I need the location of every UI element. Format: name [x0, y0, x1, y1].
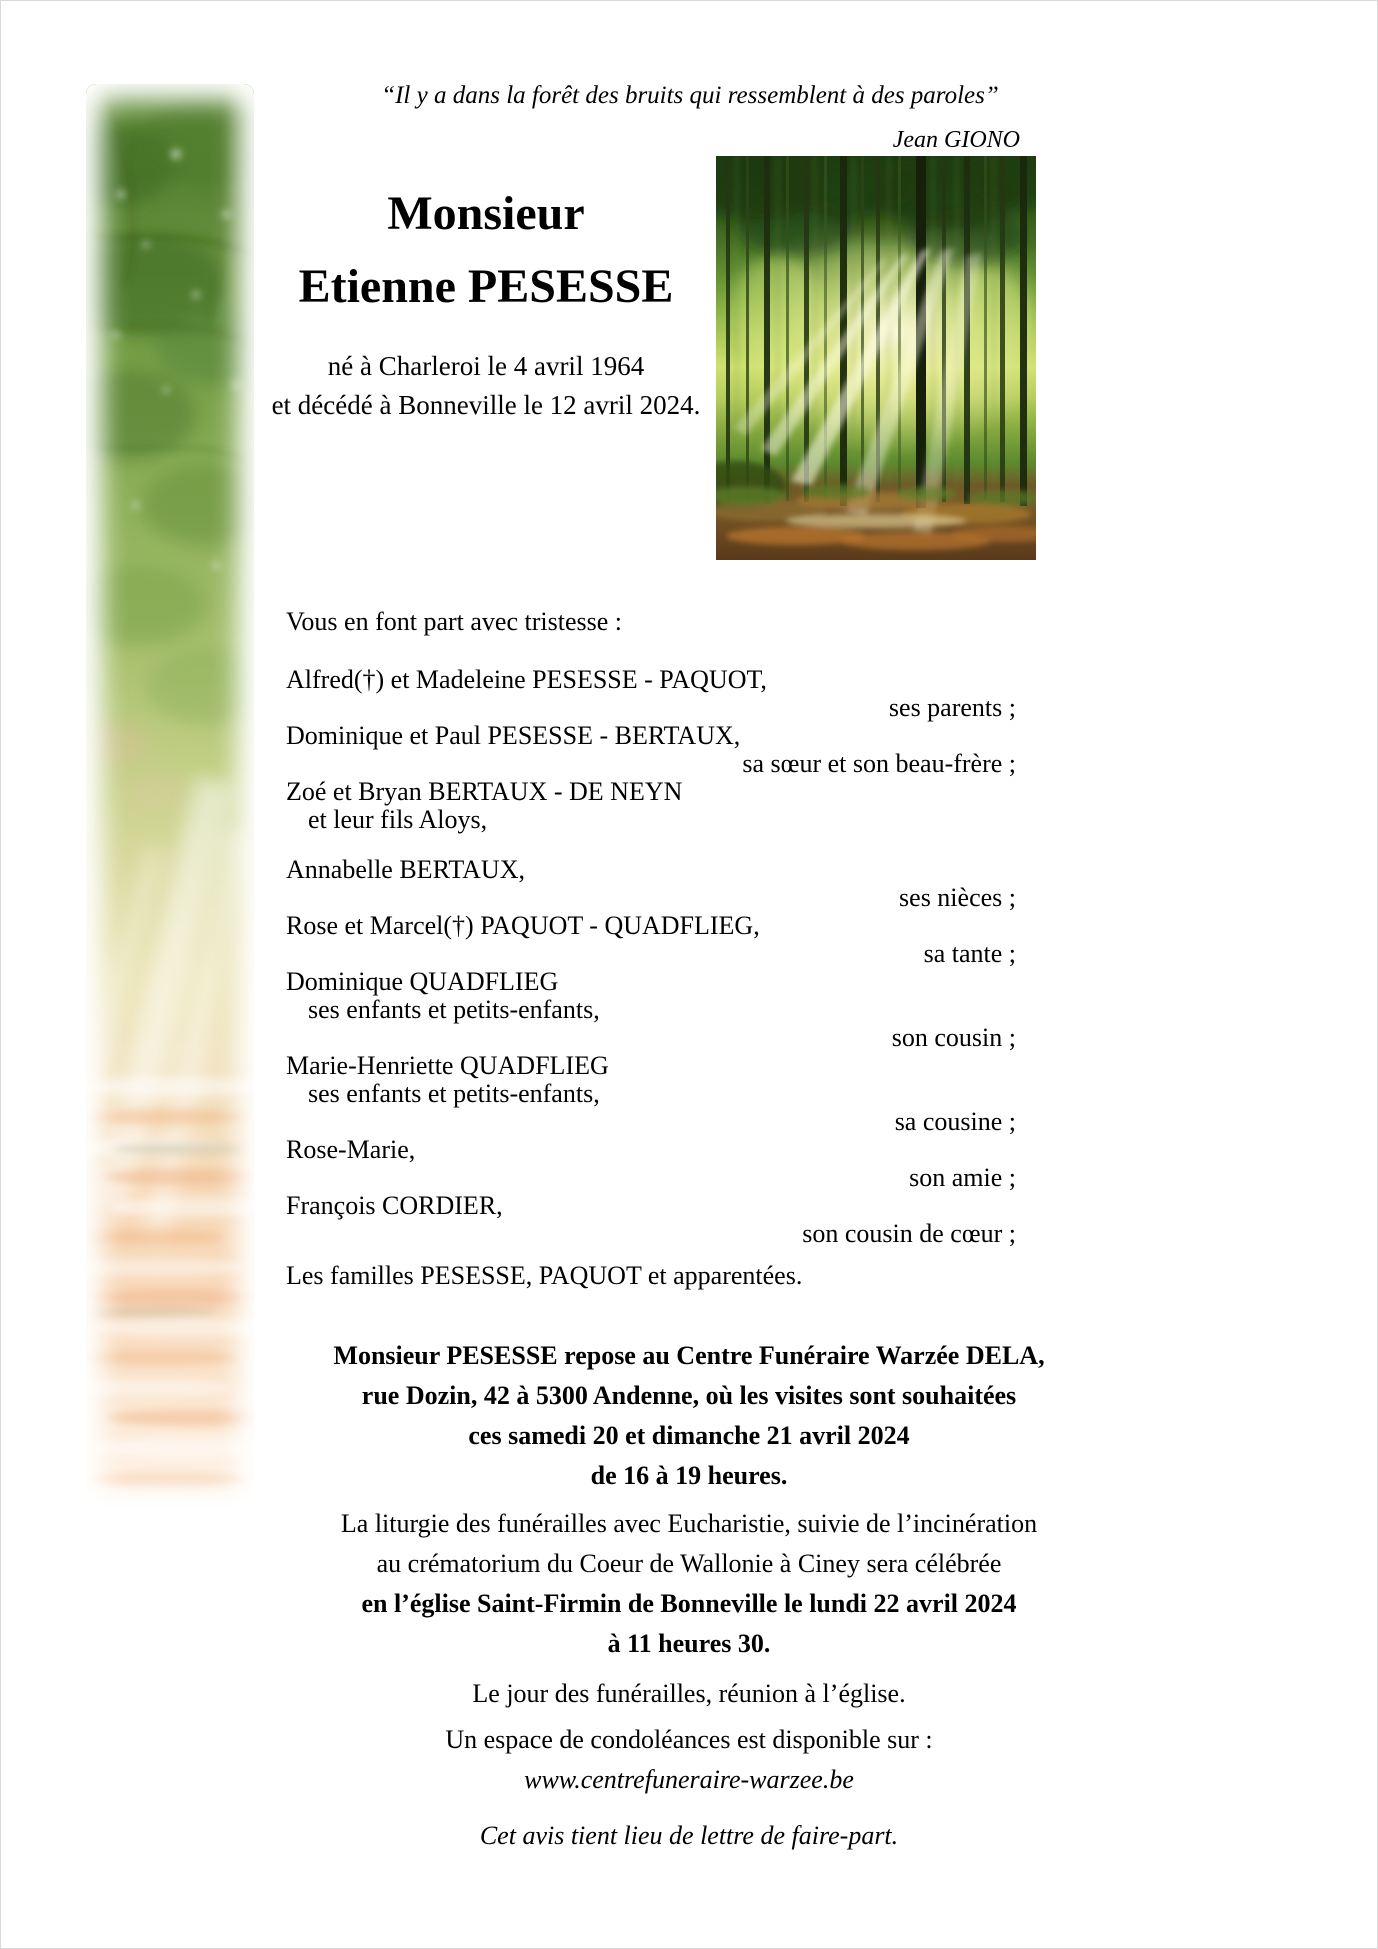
family-member-name: Rose-Marie, — [286, 1135, 416, 1164]
repose-line: Monsieur PESESSE repose au Centre Funéraire Warzée DELA, — [333, 1341, 1045, 1370]
repose-line: rue Dozin, 42 à 5300 Andenne, où les visites sont souhaitées — [361, 1381, 1017, 1410]
family-member-name: Rose et Marcel(†) PAQUOT - QUADFLIEG, — [286, 911, 760, 940]
opening-quote — [360, 80, 1020, 154]
family-closing: Les familles PESESSE, PAQUOT et apparentées. — [286, 1261, 803, 1290]
family-relation: son amie ; — [909, 1163, 1016, 1192]
family-relation: sa sœur et son beau-frère ; — [742, 749, 1016, 778]
footer-notice: Cet avis tient lieu de lettre de faire-part. — [479, 1821, 899, 1850]
family-entry — [286, 912, 1016, 968]
family-member-subline: et leur fils Aloys, — [308, 805, 488, 834]
family-member-name: Annabelle BERTAUX, — [286, 855, 525, 884]
family-section — [286, 608, 1016, 1290]
repose-line: de 16 à 19 heures. — [590, 1461, 788, 1490]
family-entry — [286, 722, 1016, 778]
family-entry — [286, 968, 1016, 1052]
family-entry — [286, 666, 1016, 722]
deceased-title: Monsieur — [387, 187, 585, 240]
liturgy-line-bold: à 11 heures 30. — [607, 1629, 771, 1658]
family-relation: son cousin de cœur ; — [802, 1219, 1016, 1248]
family-member-subline: ses enfants et petits-enfants, — [308, 1079, 600, 1108]
family-entry — [286, 856, 1016, 912]
family-member-subline: ses enfants et petits-enfants, — [308, 995, 600, 1024]
forest-path-strip-image — [86, 84, 254, 1508]
family-relation: ses parents ; — [888, 693, 1016, 722]
quote-author: Jean GIONO — [892, 126, 1020, 153]
family-member-name: Zoé et Bryan BERTAUX - DE NEYN — [286, 777, 683, 806]
reunion-line: Le jour des funérailles, réunion à l’église. — [472, 1679, 906, 1708]
condolences-line: Un espace de condoléances est disponible sur : — [445, 1725, 933, 1754]
funeral-details-section — [249, 1336, 1129, 1856]
liturgy-line-bold: en l’église Saint-Firmin de Bonneville le lundi 22 avril 2024 — [361, 1589, 1017, 1618]
family-relation: sa tante ; — [923, 939, 1016, 968]
family-intro: Vous en font part avec tristesse : — [286, 607, 622, 636]
deceased-block — [246, 188, 726, 423]
forest-photo — [716, 156, 1036, 560]
family-relation: ses nièces ; — [899, 883, 1016, 912]
repose-line: ces samedi 20 et dimanche 21 avril 2024 — [468, 1421, 910, 1450]
family-member-name: Dominique et Paul PESESSE - BERTAUX, — [286, 721, 741, 750]
condolences-website: www.centrefuneraire-warzee.be — [524, 1765, 854, 1794]
quote-text: “Il y a dans la forêt des bruits qui ressemblent à des paroles” — [381, 82, 999, 109]
family-member-name: François CORDIER, — [286, 1191, 503, 1220]
family-entry — [286, 1052, 1016, 1136]
family-entry — [286, 1136, 1016, 1192]
family-relation: sa cousine ; — [894, 1107, 1016, 1136]
family-entry — [286, 1192, 1016, 1248]
family-member-name: Marie-Henriette QUADFLIEG — [286, 1051, 609, 1080]
liturgy-line: La liturgie des funérailles avec Eucharistie, suivie de l’incinération — [340, 1509, 1038, 1538]
death-line: et décédé à Bonneville le 12 avril 2024. — [271, 390, 701, 421]
birth-line: né à Charleroi le 4 avril 1964 — [327, 350, 645, 381]
family-member-name: Alfred(†) et Madeleine PESESSE - PAQUOT, — [286, 665, 767, 694]
family-member-name: Dominique QUADFLIEG — [286, 967, 559, 996]
liturgy-line: au crématorium du Coeur de Wallonie à Ciney sera célébrée — [376, 1549, 1002, 1578]
family-relation: son cousin ; — [891, 1023, 1016, 1052]
deceased-name: Etienne PESESSE — [298, 259, 674, 313]
family-entry — [286, 778, 1016, 834]
